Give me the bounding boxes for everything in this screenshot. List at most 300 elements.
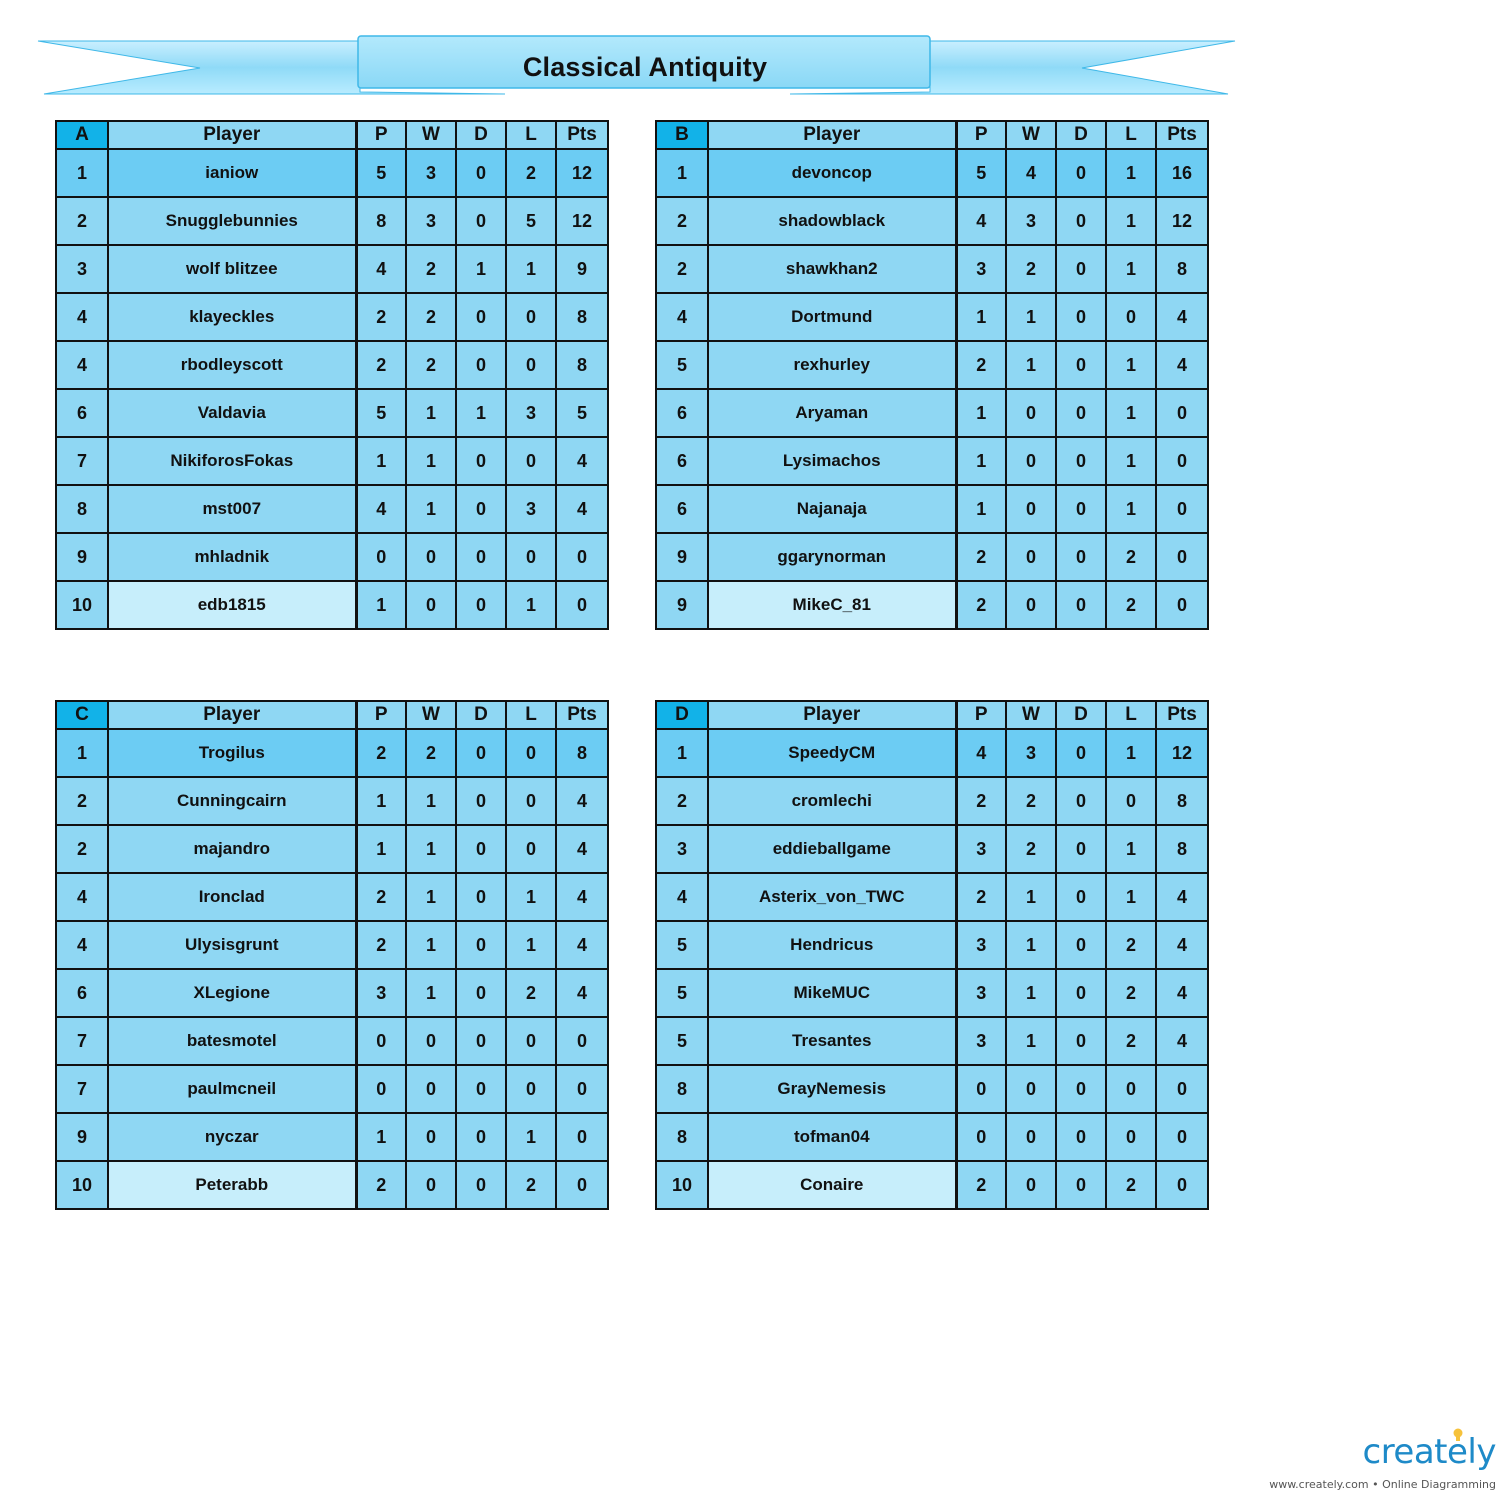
table-row [56, 245, 608, 293]
w-cell: 0 [406, 1113, 456, 1161]
w-cell: 2 [1006, 777, 1056, 825]
rank-cell: 1 [656, 149, 708, 197]
d-cell: 0 [1056, 1161, 1106, 1209]
player-cell: edb1815 [108, 581, 356, 629]
l-cell: 5 [506, 197, 556, 245]
table-row [656, 729, 1208, 777]
table-row [56, 533, 608, 581]
rank-cell: 5 [656, 921, 708, 969]
table-row [56, 777, 608, 825]
d-column-header: D [456, 121, 506, 149]
table-row [656, 293, 1208, 341]
w-cell: 0 [1006, 581, 1056, 629]
p-cell: 1 [356, 437, 406, 485]
player-cell: rexhurley [708, 341, 956, 389]
p-cell: 2 [356, 1161, 406, 1209]
table-row [56, 581, 608, 629]
w-cell: 1 [1006, 293, 1056, 341]
player-cell: shawkhan2 [708, 245, 956, 293]
pts-cell: 4 [1156, 969, 1208, 1017]
d-cell: 0 [1056, 921, 1106, 969]
group-c-table [55, 700, 609, 1210]
player-cell: SpeedyCM [708, 729, 956, 777]
player-cell: GrayNemesis [708, 1065, 956, 1113]
l-cell: 0 [506, 729, 556, 777]
w-cell: 3 [1006, 729, 1056, 777]
rank-cell: 10 [656, 1161, 708, 1209]
l-cell: 0 [506, 1065, 556, 1113]
l-cell: 2 [1106, 969, 1156, 1017]
p-cell: 8 [356, 197, 406, 245]
l-cell: 1 [1106, 437, 1156, 485]
rank-cell: 6 [56, 389, 108, 437]
d-cell: 0 [456, 777, 506, 825]
player-cell: Aryaman [708, 389, 956, 437]
rank-cell: 2 [656, 245, 708, 293]
table-row [56, 341, 608, 389]
l-cell: 1 [506, 921, 556, 969]
pts-cell: 0 [556, 581, 608, 629]
player-cell: Lysimachos [708, 437, 956, 485]
rank-cell: 4 [56, 921, 108, 969]
rank-cell: 2 [56, 777, 108, 825]
d-cell: 0 [1056, 485, 1106, 533]
rank-cell: 7 [56, 437, 108, 485]
l-cell: 2 [506, 149, 556, 197]
table-row [56, 921, 608, 969]
w-cell: 3 [406, 197, 456, 245]
l-cell: 2 [1106, 921, 1156, 969]
w-cell: 0 [1006, 1161, 1056, 1209]
w-cell: 1 [1006, 969, 1056, 1017]
pts-cell: 4 [1156, 1017, 1208, 1065]
l-cell: 2 [1106, 581, 1156, 629]
d-cell: 0 [456, 1161, 506, 1209]
w-cell: 1 [406, 389, 456, 437]
w-cell: 0 [406, 581, 456, 629]
w-cell: 0 [1006, 533, 1056, 581]
pts-cell: 12 [556, 149, 608, 197]
table-row [56, 729, 608, 777]
pts-column-header: Pts [556, 701, 608, 729]
p-cell: 2 [956, 777, 1006, 825]
table-row [656, 341, 1208, 389]
d-column-header: D [456, 701, 506, 729]
pts-cell: 0 [556, 1113, 608, 1161]
player-cell: nyczar [108, 1113, 356, 1161]
l-column-header: L [506, 701, 556, 729]
w-column-header: W [406, 701, 456, 729]
w-cell: 3 [406, 149, 456, 197]
pts-cell: 0 [1156, 1113, 1208, 1161]
w-cell: 1 [406, 777, 456, 825]
table-row [656, 1113, 1208, 1161]
pts-cell: 4 [556, 485, 608, 533]
l-cell: 2 [1106, 1161, 1156, 1209]
w-column-header: W [1006, 121, 1056, 149]
player-cell: Hendricus [708, 921, 956, 969]
d-cell: 0 [1056, 729, 1106, 777]
p-cell: 3 [956, 825, 1006, 873]
w-cell: 2 [406, 293, 456, 341]
player-cell: Ulysisgrunt [108, 921, 356, 969]
p-cell: 0 [356, 533, 406, 581]
rank-cell: 4 [56, 873, 108, 921]
p-cell: 2 [956, 873, 1006, 921]
l-cell: 1 [1106, 197, 1156, 245]
pts-column-header: Pts [1156, 701, 1208, 729]
w-cell: 1 [406, 437, 456, 485]
l-cell: 2 [506, 969, 556, 1017]
w-cell: 2 [1006, 825, 1056, 873]
pts-cell: 12 [556, 197, 608, 245]
d-cell: 0 [456, 293, 506, 341]
p-cell: 1 [356, 1113, 406, 1161]
rank-cell: 4 [656, 293, 708, 341]
table-row [656, 245, 1208, 293]
d-cell: 0 [456, 197, 506, 245]
rank-cell: 6 [56, 969, 108, 1017]
player-cell: batesmotel [108, 1017, 356, 1065]
w-cell: 0 [1006, 1113, 1056, 1161]
pts-cell: 8 [556, 341, 608, 389]
p-cell: 2 [356, 873, 406, 921]
pts-cell: 4 [1156, 341, 1208, 389]
pts-cell: 0 [1156, 581, 1208, 629]
l-cell: 0 [1106, 777, 1156, 825]
pts-cell: 4 [556, 437, 608, 485]
player-cell: tofman04 [708, 1113, 956, 1161]
l-cell: 1 [1106, 341, 1156, 389]
player-cell: Peterabb [108, 1161, 356, 1209]
w-column-header: W [406, 121, 456, 149]
w-cell: 1 [1006, 921, 1056, 969]
p-cell: 3 [956, 921, 1006, 969]
player-cell: klayeckles [108, 293, 356, 341]
d-cell: 0 [456, 873, 506, 921]
rank-cell: 2 [56, 197, 108, 245]
w-cell: 0 [406, 1017, 456, 1065]
group-letter: C [56, 701, 108, 729]
l-cell: 1 [1106, 485, 1156, 533]
d-cell: 0 [1056, 581, 1106, 629]
rank-cell: 5 [656, 341, 708, 389]
rank-cell: 7 [56, 1065, 108, 1113]
l-cell: 0 [506, 293, 556, 341]
p-cell: 1 [956, 389, 1006, 437]
l-cell: 3 [506, 389, 556, 437]
group-letter: A [56, 121, 108, 149]
w-cell: 0 [406, 1065, 456, 1113]
l-cell: 1 [1106, 245, 1156, 293]
header-row [56, 121, 608, 149]
player-cell: Tresantes [708, 1017, 956, 1065]
p-cell: 4 [956, 197, 1006, 245]
w-cell: 1 [406, 921, 456, 969]
l-cell: 0 [1106, 293, 1156, 341]
brand-tagline: www.creately.com • Online Diagramming [1269, 1478, 1496, 1491]
p-cell: 4 [356, 245, 406, 293]
w-cell: 2 [406, 729, 456, 777]
w-cell: 2 [406, 341, 456, 389]
w-cell: 0 [406, 1161, 456, 1209]
p-cell: 2 [356, 729, 406, 777]
player-cell: paulmcneil [108, 1065, 356, 1113]
d-cell: 1 [456, 389, 506, 437]
d-cell: 0 [1056, 245, 1106, 293]
w-cell: 0 [406, 533, 456, 581]
p-cell: 0 [956, 1113, 1006, 1161]
table-row [56, 293, 608, 341]
l-column-header: L [1106, 701, 1156, 729]
pts-cell: 8 [556, 293, 608, 341]
table-row [656, 969, 1208, 1017]
p-cell: 5 [356, 389, 406, 437]
rank-cell: 2 [656, 197, 708, 245]
player-cell: Asterix_von_TWC [708, 873, 956, 921]
player-cell: ggarynorman [708, 533, 956, 581]
d-cell: 0 [456, 533, 506, 581]
rank-cell: 1 [56, 729, 108, 777]
p-column-header: P [356, 701, 406, 729]
p-cell: 0 [956, 1065, 1006, 1113]
p-cell: 0 [356, 1017, 406, 1065]
w-cell: 4 [1006, 149, 1056, 197]
player-cell: mst007 [108, 485, 356, 533]
player-cell: Ironclad [108, 873, 356, 921]
creately-logo[interactable] [1256, 1428, 1496, 1498]
d-cell: 1 [456, 245, 506, 293]
player-cell: rbodleyscott [108, 341, 356, 389]
table-row [56, 437, 608, 485]
table-row [56, 969, 608, 1017]
d-cell: 0 [456, 485, 506, 533]
l-cell: 1 [1106, 825, 1156, 873]
p-cell: 3 [956, 969, 1006, 1017]
d-cell: 0 [456, 1017, 506, 1065]
pts-cell: 8 [556, 729, 608, 777]
header-row [656, 121, 1208, 149]
d-cell: 0 [1056, 1113, 1106, 1161]
l-cell: 0 [506, 777, 556, 825]
l-cell: 1 [1106, 149, 1156, 197]
pts-cell: 8 [1156, 245, 1208, 293]
l-cell: 1 [506, 1113, 556, 1161]
player-cell: mhladnik [108, 533, 356, 581]
d-cell: 0 [456, 969, 506, 1017]
player-cell: Conaire [708, 1161, 956, 1209]
player-cell: ianiow [108, 149, 356, 197]
player-cell: wolf blitzee [108, 245, 356, 293]
w-cell: 0 [1006, 1065, 1056, 1113]
d-cell: 0 [456, 921, 506, 969]
pts-cell: 0 [556, 533, 608, 581]
group-d-table [655, 700, 1209, 1210]
player-cell: majandro [108, 825, 356, 873]
table-row [656, 533, 1208, 581]
table-row [56, 1161, 608, 1209]
l-cell: 0 [506, 437, 556, 485]
table-row [56, 873, 608, 921]
p-cell: 4 [356, 485, 406, 533]
pts-cell: 4 [556, 969, 608, 1017]
p-column-header: P [956, 121, 1006, 149]
l-cell: 0 [506, 825, 556, 873]
pts-cell: 4 [556, 825, 608, 873]
player-cell: XLegione [108, 969, 356, 1017]
pts-cell: 9 [556, 245, 608, 293]
d-cell: 0 [1056, 969, 1106, 1017]
table-row [656, 1065, 1208, 1113]
pts-cell: 0 [556, 1161, 608, 1209]
rank-cell: 3 [56, 245, 108, 293]
p-cell: 2 [956, 581, 1006, 629]
w-cell: 2 [406, 245, 456, 293]
player-cell: Najanaja [708, 485, 956, 533]
l-cell: 1 [506, 873, 556, 921]
d-cell: 0 [1056, 777, 1106, 825]
rank-cell: 6 [656, 485, 708, 533]
w-cell: 1 [1006, 341, 1056, 389]
player-cell: MikeC_81 [708, 581, 956, 629]
pts-cell: 0 [556, 1017, 608, 1065]
pts-cell: 0 [556, 1065, 608, 1113]
l-cell: 1 [1106, 729, 1156, 777]
p-cell: 5 [956, 149, 1006, 197]
p-cell: 1 [356, 777, 406, 825]
table-row [56, 485, 608, 533]
l-cell: 1 [506, 581, 556, 629]
player-cell: shadowblack [708, 197, 956, 245]
l-column-header: L [506, 121, 556, 149]
group-letter: D [656, 701, 708, 729]
group-letter: B [656, 121, 708, 149]
l-cell: 2 [506, 1161, 556, 1209]
pts-cell: 4 [556, 777, 608, 825]
d-cell: 0 [456, 729, 506, 777]
rank-cell: 8 [56, 485, 108, 533]
pts-cell: 5 [556, 389, 608, 437]
p-cell: 1 [956, 485, 1006, 533]
header-row [56, 701, 608, 729]
d-cell: 0 [1056, 825, 1106, 873]
player-column-header: Player [708, 701, 956, 729]
p-cell: 3 [956, 1017, 1006, 1065]
pts-cell: 4 [1156, 293, 1208, 341]
table-row [656, 921, 1208, 969]
d-cell: 0 [456, 149, 506, 197]
p-cell: 5 [356, 149, 406, 197]
l-cell: 0 [506, 1017, 556, 1065]
p-cell: 0 [356, 1065, 406, 1113]
player-cell: eddieballgame [708, 825, 956, 873]
pts-cell: 0 [1156, 1161, 1208, 1209]
p-cell: 2 [956, 341, 1006, 389]
pts-cell: 8 [1156, 777, 1208, 825]
d-cell: 0 [456, 341, 506, 389]
l-cell: 1 [1106, 873, 1156, 921]
rank-cell: 3 [656, 825, 708, 873]
l-cell: 1 [1106, 389, 1156, 437]
pts-cell: 4 [556, 921, 608, 969]
w-column-header: W [1006, 701, 1056, 729]
l-cell: 0 [1106, 1065, 1156, 1113]
d-cell: 0 [456, 1113, 506, 1161]
p-cell: 1 [956, 437, 1006, 485]
table-row [56, 1017, 608, 1065]
player-cell: NikiforosFokas [108, 437, 356, 485]
d-cell: 0 [1056, 1017, 1106, 1065]
p-cell: 1 [356, 825, 406, 873]
pts-cell: 0 [1156, 485, 1208, 533]
l-cell: 1 [506, 245, 556, 293]
player-column-header: Player [108, 121, 356, 149]
d-cell: 0 [1056, 341, 1106, 389]
rank-cell: 1 [656, 729, 708, 777]
d-cell: 0 [1056, 533, 1106, 581]
l-cell: 0 [506, 533, 556, 581]
rank-cell: 4 [656, 873, 708, 921]
p-column-header: P [956, 701, 1006, 729]
rank-cell: 10 [56, 581, 108, 629]
pts-column-header: Pts [556, 121, 608, 149]
w-cell: 2 [1006, 245, 1056, 293]
p-cell: 2 [956, 533, 1006, 581]
p-cell: 2 [356, 341, 406, 389]
pts-column-header: Pts [1156, 121, 1208, 149]
table-row [656, 197, 1208, 245]
table-row [56, 825, 608, 873]
d-cell: 0 [456, 1065, 506, 1113]
table-row [656, 873, 1208, 921]
table-row [656, 825, 1208, 873]
pts-cell: 12 [1156, 197, 1208, 245]
player-cell: Snugglebunnies [108, 197, 356, 245]
rank-cell: 1 [56, 149, 108, 197]
pts-cell: 8 [1156, 825, 1208, 873]
rank-cell: 5 [656, 1017, 708, 1065]
table-row [56, 389, 608, 437]
table-row [656, 777, 1208, 825]
p-cell: 1 [356, 581, 406, 629]
rank-cell: 9 [56, 1113, 108, 1161]
page-title: Classical Antiquity [522, 52, 768, 82]
rank-cell: 2 [656, 777, 708, 825]
brand-name: creately [1362, 1432, 1496, 1472]
player-cell: cromlechi [708, 777, 956, 825]
header-row [656, 701, 1208, 729]
w-cell: 1 [1006, 1017, 1056, 1065]
l-cell: 0 [506, 341, 556, 389]
w-cell: 0 [1006, 389, 1056, 437]
rank-cell: 9 [656, 581, 708, 629]
pts-cell: 16 [1156, 149, 1208, 197]
d-cell: 0 [1056, 149, 1106, 197]
d-column-header: D [1056, 701, 1106, 729]
table-row [656, 1017, 1208, 1065]
l-cell: 2 [1106, 533, 1156, 581]
d-cell: 0 [1056, 197, 1106, 245]
pts-cell: 0 [1156, 1065, 1208, 1113]
player-cell: devoncop [708, 149, 956, 197]
pts-cell: 0 [1156, 437, 1208, 485]
player-cell: Cunningcairn [108, 777, 356, 825]
p-cell: 1 [956, 293, 1006, 341]
rank-cell: 7 [56, 1017, 108, 1065]
p-cell: 3 [356, 969, 406, 1017]
w-cell: 0 [1006, 437, 1056, 485]
group-a-table [55, 120, 609, 630]
